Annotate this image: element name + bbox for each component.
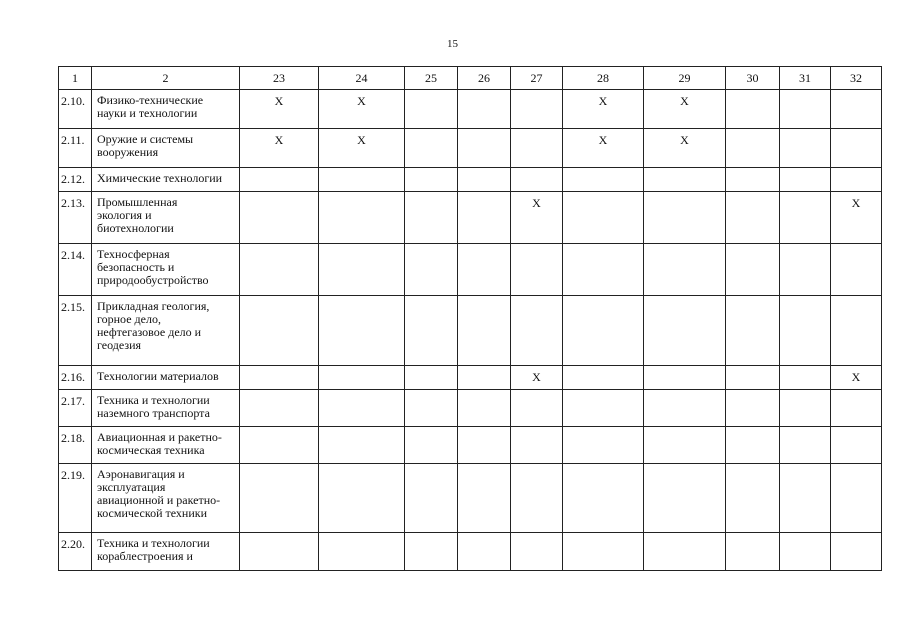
mark-cell [405, 366, 458, 390]
mark-cell [319, 427, 405, 464]
row-title [92, 366, 240, 390]
mark-cell [831, 90, 882, 129]
row-title-line: нефтегазовое дело и [97, 325, 202, 339]
mark-cell [405, 192, 458, 244]
mark-cell [563, 192, 644, 244]
row-title-line: Оружие и системы [97, 132, 194, 146]
mark-cell [511, 390, 563, 427]
mark-cell [240, 533, 319, 571]
mark-cell [319, 366, 405, 390]
mark-cell [780, 192, 831, 244]
mark-cell [458, 427, 511, 464]
row-title-line: Авиационная и ракетно- [97, 430, 222, 444]
row-number: 2.17. [59, 390, 92, 427]
row-title-line: Химические технологии [97, 171, 223, 185]
mark-cell [831, 296, 882, 366]
header-row [59, 67, 882, 90]
mark-cell [644, 244, 726, 296]
row-title-line: биотехнологии [97, 221, 174, 235]
specialties-table [58, 66, 882, 571]
mark-cell [831, 427, 882, 464]
mark-cell: X [240, 129, 319, 168]
mark-cell [780, 296, 831, 366]
mark-cell [644, 533, 726, 571]
mark-cell [726, 533, 780, 571]
mark-cell [644, 427, 726, 464]
mark-cell [831, 129, 882, 168]
column-header: 27 [511, 67, 563, 90]
column-header: 29 [644, 67, 726, 90]
mark-cell [831, 244, 882, 296]
row-title-line: кораблестроения и [97, 549, 193, 563]
mark-cell [319, 533, 405, 571]
mark-cell [511, 168, 563, 192]
mark-cell [726, 427, 780, 464]
mark-cell [511, 533, 563, 571]
mark-cell [458, 90, 511, 129]
column-header: 30 [726, 67, 780, 90]
mark-cell [319, 390, 405, 427]
mark-cell [644, 366, 726, 390]
mark-cell [511, 427, 563, 464]
mark-cell [644, 390, 726, 427]
mark-cell [563, 168, 644, 192]
mark-cell [405, 296, 458, 366]
page-number: 15 [447, 38, 458, 50]
table-row [59, 129, 882, 168]
row-title [92, 168, 240, 192]
table-row [59, 244, 882, 296]
row-number: 2.13. [59, 192, 92, 244]
mark-cell [405, 533, 458, 571]
row-title [92, 533, 240, 571]
column-header: 24 [319, 67, 405, 90]
row-title-line: космическая техника [97, 443, 205, 457]
mark-cell: X [511, 366, 563, 390]
mark-cell [511, 244, 563, 296]
row-title [92, 129, 240, 168]
mark-cell [240, 390, 319, 427]
row-number: 2.15. [59, 296, 92, 366]
column-header: 1 [59, 67, 92, 90]
mark-cell [726, 90, 780, 129]
mark-cell [240, 366, 319, 390]
mark-cell [319, 244, 405, 296]
mark-cell [405, 90, 458, 129]
row-title-line: Технологии материалов [97, 369, 219, 383]
mark-cell: X [831, 192, 882, 244]
mark-cell [319, 192, 405, 244]
mark-cell [405, 244, 458, 296]
mark-cell [644, 168, 726, 192]
mark-cell [458, 366, 511, 390]
mark-cell [458, 390, 511, 427]
mark-cell [831, 533, 882, 571]
row-title-line: эксплуатация [97, 480, 166, 494]
mark-cell [780, 533, 831, 571]
row-title-line: Техника и технологии [97, 393, 210, 407]
mark-cell [780, 244, 831, 296]
row-title-line: наземного транспорта [97, 406, 210, 420]
row-number: 2.19. [59, 464, 92, 533]
row-title [92, 296, 240, 366]
mark-cell [563, 464, 644, 533]
mark-cell [831, 464, 882, 533]
row-title-line: авиационной и ракетно- [97, 493, 221, 507]
row-title-line: Техносферная [97, 247, 170, 261]
mark-cell [780, 427, 831, 464]
mark-cell [831, 168, 882, 192]
mark-cell [563, 296, 644, 366]
mark-cell [405, 168, 458, 192]
mark-cell [726, 464, 780, 533]
mark-cell: X [563, 129, 644, 168]
mark-cell [644, 296, 726, 366]
mark-cell: X [240, 90, 319, 129]
row-title [92, 244, 240, 296]
mark-cell [319, 296, 405, 366]
row-title [92, 192, 240, 244]
mark-cell [563, 366, 644, 390]
row-title [92, 390, 240, 427]
mark-cell [780, 366, 831, 390]
row-title-line: безопасность и [97, 260, 175, 274]
mark-cell [726, 390, 780, 427]
mark-cell [458, 533, 511, 571]
table-row [59, 192, 882, 244]
mark-cell: X [563, 90, 644, 129]
row-title-line: природообустройство [97, 273, 209, 287]
mark-cell [458, 296, 511, 366]
mark-cell [405, 427, 458, 464]
table-body [59, 90, 882, 571]
row-title-line: науки и технологии [97, 106, 198, 120]
mark-cell: X [831, 366, 882, 390]
table-row [59, 533, 882, 571]
row-title-line: экология и [97, 208, 152, 222]
mark-cell [240, 464, 319, 533]
row-title-line: вооружения [97, 145, 159, 159]
row-number: 2.14. [59, 244, 92, 296]
row-number: 2.16. [59, 366, 92, 390]
column-header: 2 [92, 67, 240, 90]
mark-cell [319, 168, 405, 192]
mark-cell [240, 244, 319, 296]
mark-cell [780, 464, 831, 533]
row-title-line: Физико-технические [97, 93, 204, 107]
row-title-line: Прикладная геология, [97, 299, 210, 313]
table-row [59, 168, 882, 192]
mark-cell [240, 168, 319, 192]
mark-cell [405, 129, 458, 168]
mark-cell [726, 192, 780, 244]
table-row [59, 427, 882, 464]
mark-cell [726, 366, 780, 390]
mark-cell: X [319, 129, 405, 168]
row-title [92, 464, 240, 533]
mark-cell [511, 296, 563, 366]
column-header: 32 [831, 67, 882, 90]
mark-cell: X [319, 90, 405, 129]
mark-cell: X [644, 129, 726, 168]
table-row [59, 296, 882, 366]
row-title-line: Аэронавигация и [97, 467, 185, 481]
mark-cell [726, 296, 780, 366]
mark-cell [726, 168, 780, 192]
mark-cell [780, 168, 831, 192]
mark-cell [563, 390, 644, 427]
mark-cell [458, 192, 511, 244]
column-header: 31 [780, 67, 831, 90]
mark-cell [511, 129, 563, 168]
row-title-line: геодезия [97, 338, 142, 352]
mark-cell [405, 390, 458, 427]
row-title [92, 427, 240, 464]
table-row [59, 366, 882, 390]
mark-cell [726, 244, 780, 296]
row-number: 2.12. [59, 168, 92, 192]
row-number: 2.18. [59, 427, 92, 464]
mark-cell [319, 464, 405, 533]
table-row [59, 90, 882, 129]
mark-cell [644, 464, 726, 533]
mark-cell [780, 390, 831, 427]
mark-cell [405, 464, 458, 533]
mark-cell [563, 427, 644, 464]
row-title-line: горное дело, [97, 312, 161, 326]
mark-cell [511, 90, 563, 129]
mark-cell [563, 533, 644, 571]
mark-cell [563, 244, 644, 296]
row-number: 2.10. [59, 90, 92, 129]
mark-cell [240, 192, 319, 244]
mark-cell [458, 129, 511, 168]
mark-cell [726, 129, 780, 168]
mark-cell [511, 464, 563, 533]
table-row [59, 390, 882, 427]
mark-cell [458, 464, 511, 533]
row-title [92, 90, 240, 129]
mark-cell [644, 192, 726, 244]
column-header: 25 [405, 67, 458, 90]
table-row [59, 464, 882, 533]
column-header: 23 [240, 67, 319, 90]
mark-cell: X [644, 90, 726, 129]
row-number: 2.20. [59, 533, 92, 571]
mark-cell [458, 244, 511, 296]
column-header: 26 [458, 67, 511, 90]
mark-cell: X [511, 192, 563, 244]
mark-cell [780, 129, 831, 168]
column-header: 28 [563, 67, 644, 90]
row-title-line: Техника и технологии [97, 536, 210, 550]
row-title-line: Промышленная [97, 195, 178, 209]
row-number: 2.11. [59, 129, 92, 168]
mark-cell [831, 390, 882, 427]
mark-cell [240, 427, 319, 464]
row-title-line: космической техники [97, 506, 207, 520]
mark-cell [780, 90, 831, 129]
mark-cell [458, 168, 511, 192]
mark-cell [240, 296, 319, 366]
